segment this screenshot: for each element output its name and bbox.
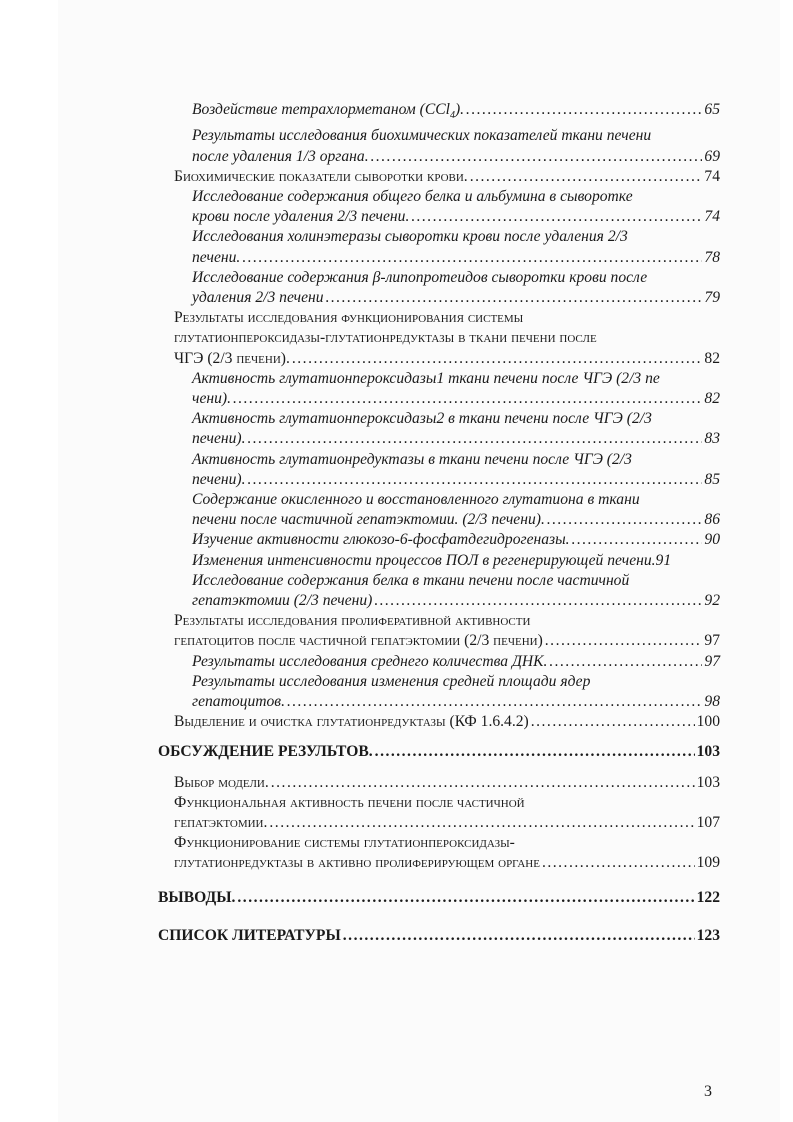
toc-entry[interactable]: [158, 652, 720, 672]
toc-entry-title: глутатионредуктазы в активно пролиферирующем органе: [174, 854, 540, 872]
toc-entry-page: 97: [704, 632, 720, 650]
toc-entry-title: ОБСУЖДЕНИЕ РЕЗУЛЬТОВ.: [158, 743, 373, 761]
toc-entry-title[interactable]: Результаты исследования изменения средней площади ядер: [192, 672, 591, 690]
toc-leader-dots: [326, 288, 703, 308]
toc-leader-dots: [233, 389, 702, 409]
toc-entry-title[interactable]: Исследование содержания белка в ткани печени после частичной: [192, 571, 630, 589]
toc-entry-page: 109: [696, 854, 720, 872]
toc-entry-title[interactable]: Содержание окисленного и восстановленного глутатиона в ткани: [192, 490, 640, 508]
toc-chapter-entry[interactable]: [158, 888, 720, 908]
toc-entry[interactable]: [158, 470, 720, 490]
toc-entry-page: 85: [704, 470, 720, 488]
toc-entry[interactable]: [158, 510, 720, 530]
toc-entry-title[interactable]: Результаты исследования пролиферативной активности: [174, 612, 531, 630]
toc-entry-page: 69: [704, 147, 720, 165]
toc-leader-dots: [549, 652, 702, 672]
toc-leader-dots: [411, 207, 702, 227]
toc-entry-title: печени после частичной гепатэктомии. (2/3 печени).: [192, 511, 545, 529]
toc-entry-title[interactable]: Активность глутатионпероксидазы2 в ткани печени после ЧГЭ (2/3: [192, 410, 652, 428]
toc-entry-title: чени).: [192, 389, 231, 407]
toc-entry[interactable]: [158, 712, 720, 732]
toc-entry[interactable]: [158, 349, 720, 369]
toc-entry[interactable]: [158, 692, 720, 712]
toc-entry-title[interactable]: глутатионпероксидазы-глутатионредуктазы в ткани печени после: [174, 329, 597, 347]
toc-leader-dots: [237, 888, 694, 908]
toc-entry-title: Результаты исследования среднего количества ДНК.: [192, 652, 548, 670]
toc-entry[interactable]: [158, 853, 720, 873]
toc-entry[interactable]: [158, 147, 720, 167]
toc-entry-title[interactable]: Результаты исследования функционирования системы: [174, 309, 524, 327]
table-of-contents: [158, 100, 720, 946]
toc-entry-title: ВЫВОДЫ.: [158, 888, 236, 906]
toc-entry-page: 97: [704, 652, 720, 670]
toc-entry[interactable]: [158, 591, 720, 611]
toc-entry-page: 123: [696, 926, 720, 944]
toc-entry[interactable]: [158, 100, 720, 126]
toc-entry-title[interactable]: Исследование содержания общего белка и альбумина в сыворотке: [192, 187, 633, 205]
toc-entry-page: 100: [696, 713, 720, 731]
toc-entry-page: 90: [704, 531, 720, 549]
toc-entry[interactable]: [158, 773, 720, 793]
toc-chapter-entry[interactable]: [158, 742, 720, 762]
toc-leader-dots: [242, 248, 702, 268]
toc-entry-title: печени).: [192, 470, 246, 488]
toc-entry[interactable]: [158, 631, 720, 651]
toc-entry-title: после удаления 1/3 органа.: [192, 147, 369, 165]
toc-entry-title: Изучение активности глюкозо-6-фосфатдегидрогеназы.: [192, 531, 570, 549]
toc-entry[interactable]: [158, 389, 720, 409]
toc-entry[interactable]: [158, 429, 720, 449]
toc-entry-page: 98: [704, 693, 720, 710]
toc-leader-dots: [374, 591, 702, 611]
toc-entry-title: печени.: [192, 248, 241, 266]
toc-entry[interactable]: [158, 207, 720, 227]
toc-entry-title: гепатоцитов.: [192, 693, 285, 710]
toc-entry-title: крови после удаления 2/3 печени.: [192, 208, 410, 226]
toc-entry-page: 65: [704, 101, 720, 118]
toc-entry-title[interactable]: Изменения интенсивности процессов ПОЛ в регенерирующей печени.91: [192, 551, 672, 569]
toc-entry-title: Выделение и очистка глутатионредуктазы (КФ 1.6.4.2): [174, 713, 529, 731]
toc-entry-page: 107: [696, 814, 720, 832]
toc-entry-title: гепатэктомии.: [174, 814, 268, 832]
toc-entry-page: 103: [696, 773, 720, 791]
toc-leader-dots: [343, 926, 695, 946]
toc-entry-title: Выбор модели.: [174, 773, 269, 791]
toc-entry-title: СПИСОК ЛИТЕРАТУРЫ: [158, 926, 341, 944]
toc-entry-page: 74: [704, 167, 720, 185]
toc-entry[interactable]: [158, 167, 720, 187]
toc-entry-page: 122: [696, 888, 720, 906]
toc-leader-dots: [248, 429, 703, 449]
toc-entry-page: 82: [704, 389, 720, 407]
toc-entry-title[interactable]: Активность глутатионпероксидазы1 ткани печени после ЧГЭ (2/3 пе: [192, 369, 660, 387]
toc-entry-page: 74: [704, 208, 720, 226]
toc-entry-title: печени).: [192, 430, 246, 448]
toc-entry-title[interactable]: Исследование содержания β-липопротеидов сыворотки крови после: [192, 268, 648, 286]
toc-entry-title[interactable]: Исследования холинэтеразы сыворотки крови после удаления 2/3: [192, 228, 628, 246]
toc-entry[interactable]: [158, 248, 720, 268]
toc-leader-dots: [531, 712, 695, 732]
toc-leader-dots: [287, 692, 702, 712]
toc-entry-title: удаления 2/3 печени: [192, 288, 324, 306]
toc-entry[interactable]: [158, 813, 720, 833]
toc-entry-title: гепатэктомии (2/3 печени): [192, 591, 373, 609]
toc-leader-dots: [466, 100, 702, 120]
toc-entry-title: ЧГЭ (2/3 печени).: [174, 349, 290, 367]
toc-leader-dots: [371, 147, 703, 167]
toc-entry[interactable]: [158, 288, 720, 308]
toc-leader-dots: [470, 167, 703, 187]
page-number: 3: [704, 1083, 712, 1100]
toc-entry-title: Воздействие тетрахлорметаном (CCl$_4$).: [192, 101, 465, 122]
toc-entry-page: 79: [704, 288, 720, 306]
toc-entry-page: 78: [704, 248, 720, 266]
toc-entry-title[interactable]: Функционирование системы глутатионпероксидазы-: [174, 834, 515, 852]
toc-entry-title[interactable]: Результаты исследования биохимических показателей ткани печени: [192, 127, 652, 145]
toc-entry-page: 82: [704, 349, 720, 367]
toc-entry-title[interactable]: Функциональная активность печени после частичной: [174, 793, 525, 811]
toc-leader-dots: [292, 349, 703, 369]
toc-chapter-entry[interactable]: [158, 926, 720, 946]
toc-leader-dots: [545, 631, 703, 651]
toc-entry-title: Биохимические показатели сыворотки крови.: [174, 167, 468, 185]
toc-entry-page: 92: [704, 591, 720, 609]
toc-entry-title[interactable]: Активность глутатионредуктазы в ткани печени после ЧГЭ (2/3: [192, 450, 632, 468]
toc-entry-page: 103: [696, 743, 720, 761]
toc-entry[interactable]: [158, 530, 720, 550]
toc-entry-page: 83: [704, 430, 720, 448]
toc-leader-dots: [375, 742, 695, 762]
toc-leader-dots: [547, 510, 703, 530]
toc-leader-dots: [572, 530, 703, 550]
toc-leader-dots: [271, 773, 695, 793]
toc-leader-dots: [542, 853, 695, 873]
toc-leader-dots: [248, 470, 703, 490]
toc-entry-title: гепатоцитов после частичной гепатэктомии (2/3 печени): [174, 632, 543, 650]
toc-leader-dots: [269, 813, 694, 833]
toc-entry-page: 86: [704, 511, 720, 529]
